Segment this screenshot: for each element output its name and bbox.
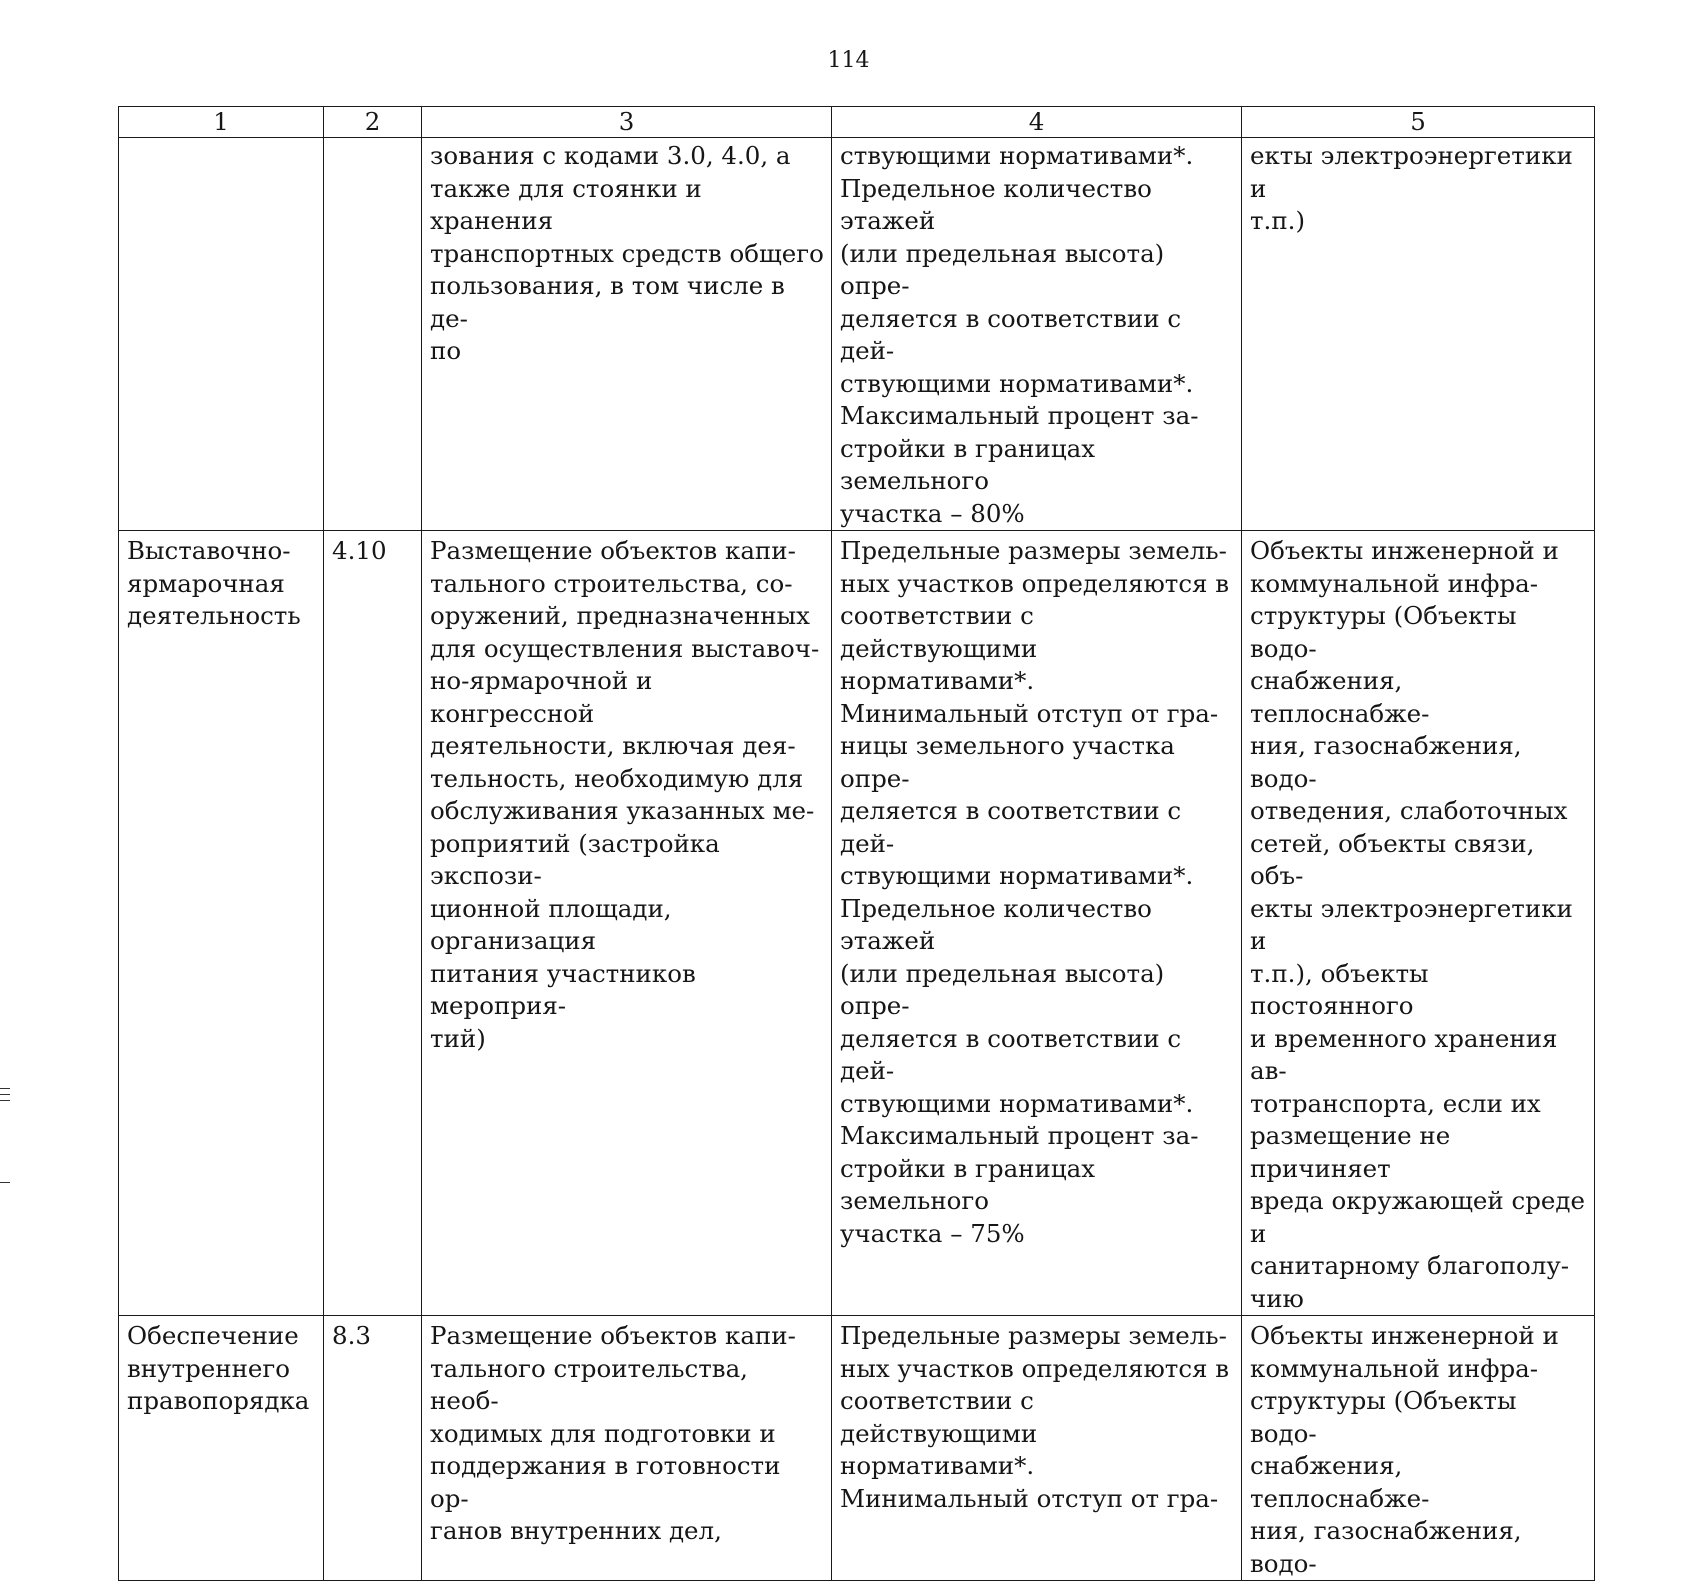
- column-header-3: 3: [422, 107, 832, 138]
- auxiliary-use-text: Объекты инженерной и коммунальной инфра- структуры (Объекты водо- снабжения, теплоснабже- ния, газоснабжения, водо-: [1250, 1321, 1559, 1578]
- use-parameters-cell: [832, 1316, 1242, 1581]
- use-description-text: Размещение объектов капи- тального строительства, со- оружений, предназначенных для осуществления выставоч- но-ярмарочной и конгрессной деятельности, включая дея- тельность, необходимую для обслуживания указанных ме- роприятий (застройка экспози- ционной площади, организация питания участников мероприя- тий): [430, 536, 820, 1053]
- column-header-2: 2: [324, 107, 422, 138]
- use-parameters-text: Предельные размеры земель- ных участков определяются в соответствии с действующими нормативами*. Минимальный отступ от гра- ницы земельного участка опре- деляется в соответствии с дей- ствующими нормативами*. Предельное количество этажей (или предельная высота) опре- деляется в соответствии с дей- ствующими нормативами*. Максимальный процент за- стройки в границах земельного участка – 75%: [840, 536, 1230, 1248]
- use-name-cell: [119, 138, 324, 531]
- auxiliary-use-cell: [1242, 1316, 1595, 1581]
- use-name-text: Выставочно- ярмарочная деятельность: [127, 536, 301, 630]
- page-number: 114: [827, 48, 870, 73]
- use-code-cell: [324, 1316, 422, 1581]
- scan-edge-mark: [0, 1094, 10, 1095]
- auxiliary-use-text: Объекты инженерной и коммунальной инфра- структуры (Объекты водо- снабжения, теплоснабже- ния, газоснабжения, водо- отведения, слаботочных сетей, объекты связи, объ- екты электроэнергетики и т.п.), объекты постоянного и временного хранения ав- тотранспорта, если их размещение не причиняет вреда окружающей среде и санитарному благополу- чию: [1250, 536, 1585, 1313]
- use-name-cell: [119, 1316, 324, 1581]
- use-description-cell: [422, 531, 832, 1316]
- scan-edge-mark: [0, 1182, 10, 1183]
- auxiliary-use-text: екты электроэнергетики и т.п.): [1250, 141, 1573, 235]
- column-header-1: 1: [119, 107, 324, 138]
- scan-edge-mark: [0, 1100, 10, 1101]
- scan-edge-mark: [0, 1088, 10, 1089]
- use-name-text: Обеспечение внутреннего правопорядка: [127, 1321, 310, 1415]
- table-row: [119, 138, 1595, 531]
- table-row: [119, 531, 1595, 1316]
- land-use-table: [118, 106, 1595, 1581]
- column-header-5: 5: [1242, 107, 1595, 138]
- column-header-4: 4: [832, 107, 1242, 138]
- use-description-text: Размещение объектов капи- тального строительства, необ- ходимых для подготовки и поддержания в готовности ор- ганов внутренних дел,: [430, 1321, 796, 1545]
- use-description-text: зования с кодами 3.0, 4.0, а также для стоянки и хранения транспортных средств общего пользования, в том числе в де- по: [430, 141, 824, 365]
- use-code-text: 8.3: [332, 1321, 371, 1350]
- use-code-cell: [324, 138, 422, 531]
- table-row: [119, 1316, 1595, 1581]
- header-row: [119, 107, 1595, 138]
- use-parameters-cell: [832, 531, 1242, 1316]
- use-parameters-text: Предельные размеры земель- ных участков определяются в соответствии с действующими нормативами*. Минимальный отступ от гра-: [840, 1321, 1230, 1513]
- use-parameters-cell: [832, 138, 1242, 531]
- use-description-cell: [422, 138, 832, 531]
- use-name-cell: [119, 531, 324, 1316]
- use-description-cell: [422, 1316, 832, 1581]
- use-parameters-text: ствующими нормативами*. Предельное количество этажей (или предельная высота) опре- деляется в соответствии с дей- ствующими нормативами*. Максимальный процент за- стройки в границах земельного участка – 80%: [840, 141, 1199, 528]
- auxiliary-use-cell: [1242, 531, 1595, 1316]
- auxiliary-use-cell: [1242, 138, 1595, 531]
- use-code-text: 4.10: [332, 536, 387, 565]
- use-code-cell: [324, 531, 422, 1316]
